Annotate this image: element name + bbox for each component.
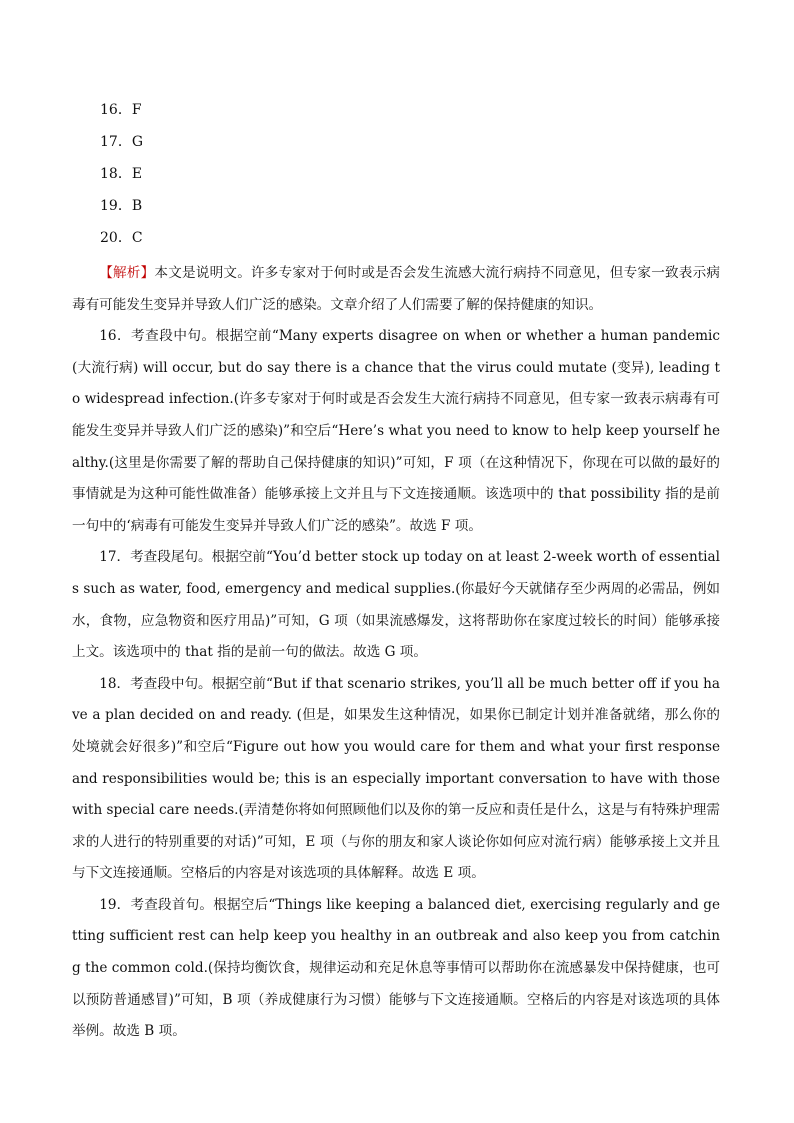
answer-item: 18．E xyxy=(100,166,143,182)
answer-letter: F xyxy=(131,102,142,118)
answer-number: 20 xyxy=(100,230,118,246)
answer-item: 19．B xyxy=(100,198,143,214)
answer-number: 18 xyxy=(100,166,118,182)
explanation-16: 16．考查段中句。根据空前“Many experts disagree on when or whether a human pandemic (大流行病) will occur, but do say there is a chance that the virus could mutate (变异), leading to widespread infection.(许多专家对于何时或是否会发生大流行病持不同意见，但专家一致表示病毒有可能发生变异并导致人们广泛的感染)”和空后“Here’s what you need to know to help keep yourself healthy.(这里是你需要了解的帮助自己保持健康的知识)”可知，F 项（在这种情况下，你现在可以做的最好的事情就是为这种可能性做准备）能够承接上文并且与下文连接通顺。该选项中的 that possibility 指的是前一句中的‘病毒有可能发生变异并导致人们广泛的感染”。故选 F 项。 xyxy=(72,328,720,534)
answer-number: 17 xyxy=(100,134,118,150)
analysis-text: 本文是说明文。许多专家对于何时或是否会发生流感大流行病持不同意见，但专家一致表示病毒有可能发生变异并导致人们广泛的感染。文章介绍了人们需要了解的保持健康的知识。 xyxy=(72,265,720,313)
analysis-tag: 【解析】 xyxy=(99,265,155,281)
explanation-19: 19．考查段首句。根据空后“Things like keeping a balanced diet, exercising regularly and getting sufficient rest can help keep you healthy in an outbreak and also keep you from catching the common cold.(保持均衡饮食，规律运动和充足休息等事情可以帮助你在流感暴发中保持健康，也可以预防普通感冒)”可知，B 项（养成健康行为习惯）能够与下文连接通顺。空格后的内容是对该选项的具体举例。故选 B 项。 xyxy=(72,896,720,1040)
analysis-section xyxy=(72,258,720,1048)
answer-letter: C xyxy=(131,230,143,246)
answer-item: 17．G xyxy=(100,134,144,150)
explanation-18: 18．考查段中句。根据空前“But if that scenario strikes, you’ll all be much better off if you have a plan decided on and ready. (但是，如果发生这种情况，如果你已制定计划并准备就绪，那么你的处境就会好很多)”和空后“Figure out how you would care for them and what your first response and responsibilities would be; this is an especially important conversation to have with those with special care needs.(弄清楚你将如何照顾他们以及你的第一反应和责任是什么，这是与有特殊护理需求的人进行的特别重要的对话)”可知，E 项（与你的朋友和家人谈论你如何应对流行病）能够承接上文并且与下文连接通顺。空格后的内容是对该选项的具体解释。故选 E 项。 xyxy=(72,675,721,882)
answer-letter: G xyxy=(131,134,144,150)
answer-list xyxy=(100,98,143,258)
answer-item: 20．C xyxy=(100,230,143,246)
answer-number: 19 xyxy=(100,198,118,214)
explanation-17: 17．考查段尾句。根据空前“You’d better stock up today on at least 2-week worth of essentials such as water, food, emergency and medical supplies.(你最好今天就储存至少两周的必需品，例如水，食物，应急物资和医疗用品)”可知，G 项（如果流感爆发，这将帮助你在家度过较长的时间）能够承接上文。该选项中的 that 指的是前一句的做法。故选 G 项。 xyxy=(72,549,720,661)
answer-item: 16．F xyxy=(100,102,142,118)
analysis-summary xyxy=(72,258,720,321)
answer-letter: E xyxy=(131,166,143,182)
answer-letter: B xyxy=(131,198,143,214)
answer-number: 16 xyxy=(100,102,118,118)
